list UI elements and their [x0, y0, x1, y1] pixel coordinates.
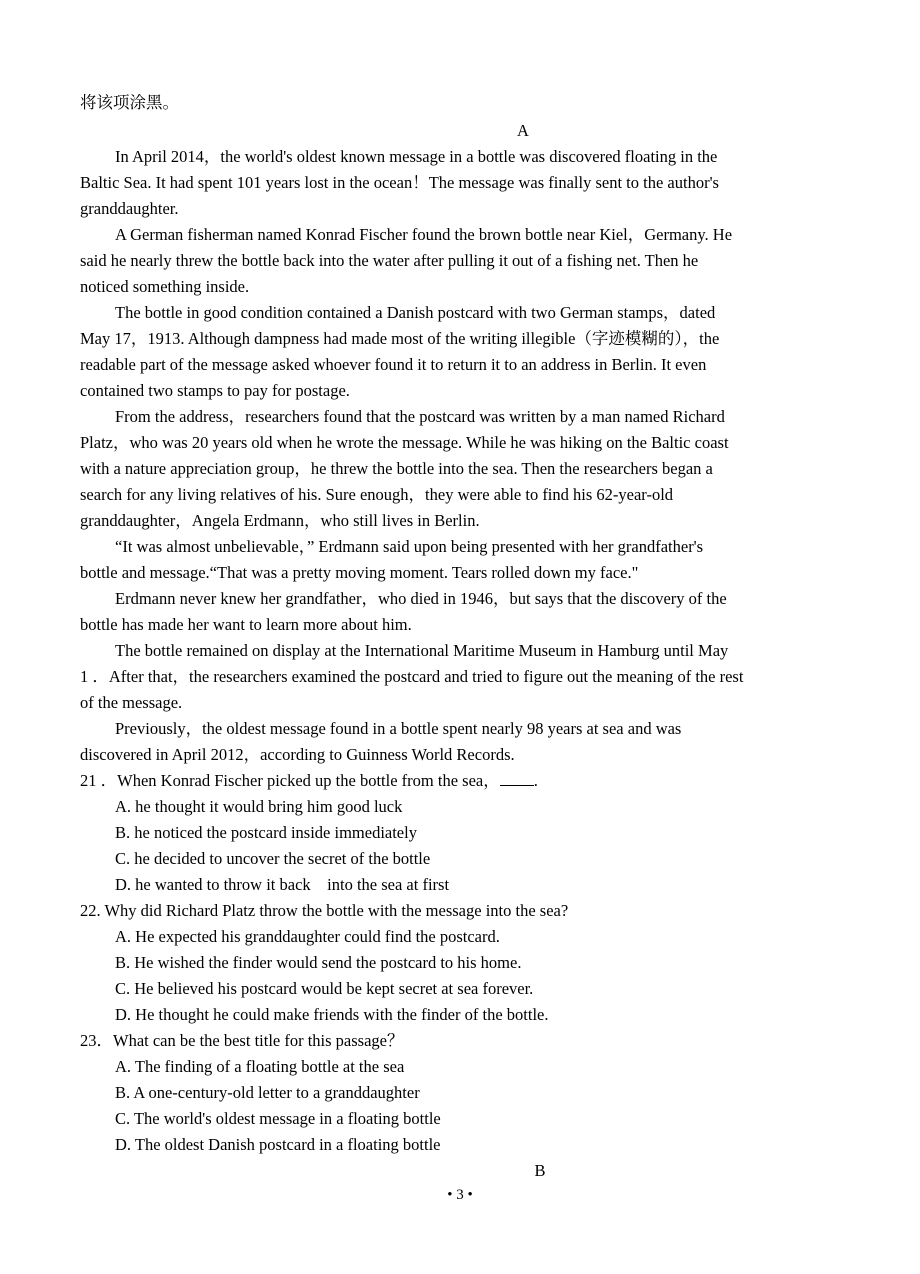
passage-line: Previously，the oldest message found in a bottle spent nearly 98 years at sea and was: [115, 719, 682, 738]
question-23-stem: 23．What can be the best title for this passage？: [80, 1031, 404, 1050]
section-heading-b: B: [534, 1161, 546, 1180]
option-d: D. he wanted to throw it back into the sea at first: [115, 875, 450, 894]
option-c: C. He believed his postcard would be kept secret at sea forever.: [115, 979, 534, 998]
passage-line: search for any living relatives of his. Sure enough，they were able to find his 62-year-old: [80, 485, 674, 504]
answer-blank: [500, 771, 534, 786]
passage-line: discovered in April 2012，according to Guinness World Records.: [80, 745, 515, 764]
option-a: A. he thought it would bring him good luck: [115, 797, 403, 816]
option-c: C. The world's oldest message in a floating bottle: [115, 1109, 441, 1128]
passage-line: contained two stamps to pay for postage.: [80, 381, 350, 400]
passage-line: noticed something inside.: [80, 277, 250, 296]
passage-line: “It was almost unbelievable，” Erdmann said upon being presented with her grandfather's: [115, 537, 704, 556]
passage-line: granddaughter.: [80, 199, 179, 218]
passage-line: of the message.: [80, 693, 183, 712]
option-d: D. The oldest Danish postcard in a floating bottle: [115, 1135, 441, 1154]
passage-line: bottle has made her want to learn more about him.: [80, 615, 412, 634]
question-21-stem: [80, 771, 538, 791]
page-number: • 3 •: [447, 1187, 473, 1203]
passage-line: Platz，who was 20 years old when he wrote the message. While he was hiking on the Baltic coast: [80, 433, 729, 452]
passage-line: Erdmann never knew her grandfather，who died in 1946，but says that the discovery of the: [115, 589, 727, 608]
option-d: D. He thought he could make friends with the finder of the bottle.: [115, 1005, 549, 1024]
passage-line: The bottle remained on display at the International Maritime Museum in Hamburg until May: [115, 641, 729, 660]
option-a: A. The finding of a floating bottle at the sea: [115, 1057, 405, 1076]
passage-line: bottle and message.“That was a pretty moving moment. Tears rolled down my face.": [80, 563, 639, 582]
question-stem-end: .: [533, 771, 538, 790]
passage-line: From the address，researchers found that the postcard was written by a man named Richard: [115, 407, 725, 426]
section-heading-a: A: [517, 121, 529, 140]
option-c: C. he decided to uncover the secret of the bottle: [115, 849, 431, 868]
option-b: B. he noticed the postcard inside immediately: [115, 823, 417, 842]
passage-line: with a nature appreciation group，he threw the bottle into the sea. Then the researchers began a: [80, 459, 713, 478]
option-a: A. He expected his granddaughter could find the postcard.: [115, 927, 500, 946]
passage-line: readable part of the message asked whoever found it to return it to an address in Berlin. It even: [80, 355, 707, 374]
question-stem-text: 21 ．When Konrad Fischer picked up the bottle from the sea，: [80, 771, 500, 790]
passage-line: 1 ．After that，the researchers examined the postcard and tried to figure out the meaning of the rest: [80, 667, 744, 686]
passage-line: May 17，1913. Although dampness had made most of the writing illegible（字迹模糊的），the: [80, 329, 720, 348]
passage-line: The bottle in good condition contained a Danish postcard with two German stamps，dated: [115, 303, 716, 322]
passage-line: A German fisherman named Konrad Fischer found the brown bottle near Kiel，Germany. He: [115, 225, 733, 244]
question-22-stem: 22. Why did Richard Platz throw the bottle with the message into the sea?: [80, 901, 569, 920]
passage-line: granddaughter，Angela Erdmann，who still lives in Berlin.: [80, 511, 480, 530]
passage-line: In April 2014，the world's oldest known message in a bottle was discovered floating in the: [115, 147, 718, 166]
passage-line: Baltic Sea. It had spent 101 years lost in the ocean！The message was finally sent to the author's: [80, 173, 719, 192]
option-b: B. He wished the finder would send the postcard to his home.: [115, 953, 522, 972]
passage-line: said he nearly threw the bottle back into the water after pulling it out of a fishing net. Then he: [80, 251, 699, 270]
instruction-tail: 将该项涂黑。: [80, 93, 179, 112]
option-b: B. A one-century-old letter to a granddaughter: [115, 1083, 420, 1102]
